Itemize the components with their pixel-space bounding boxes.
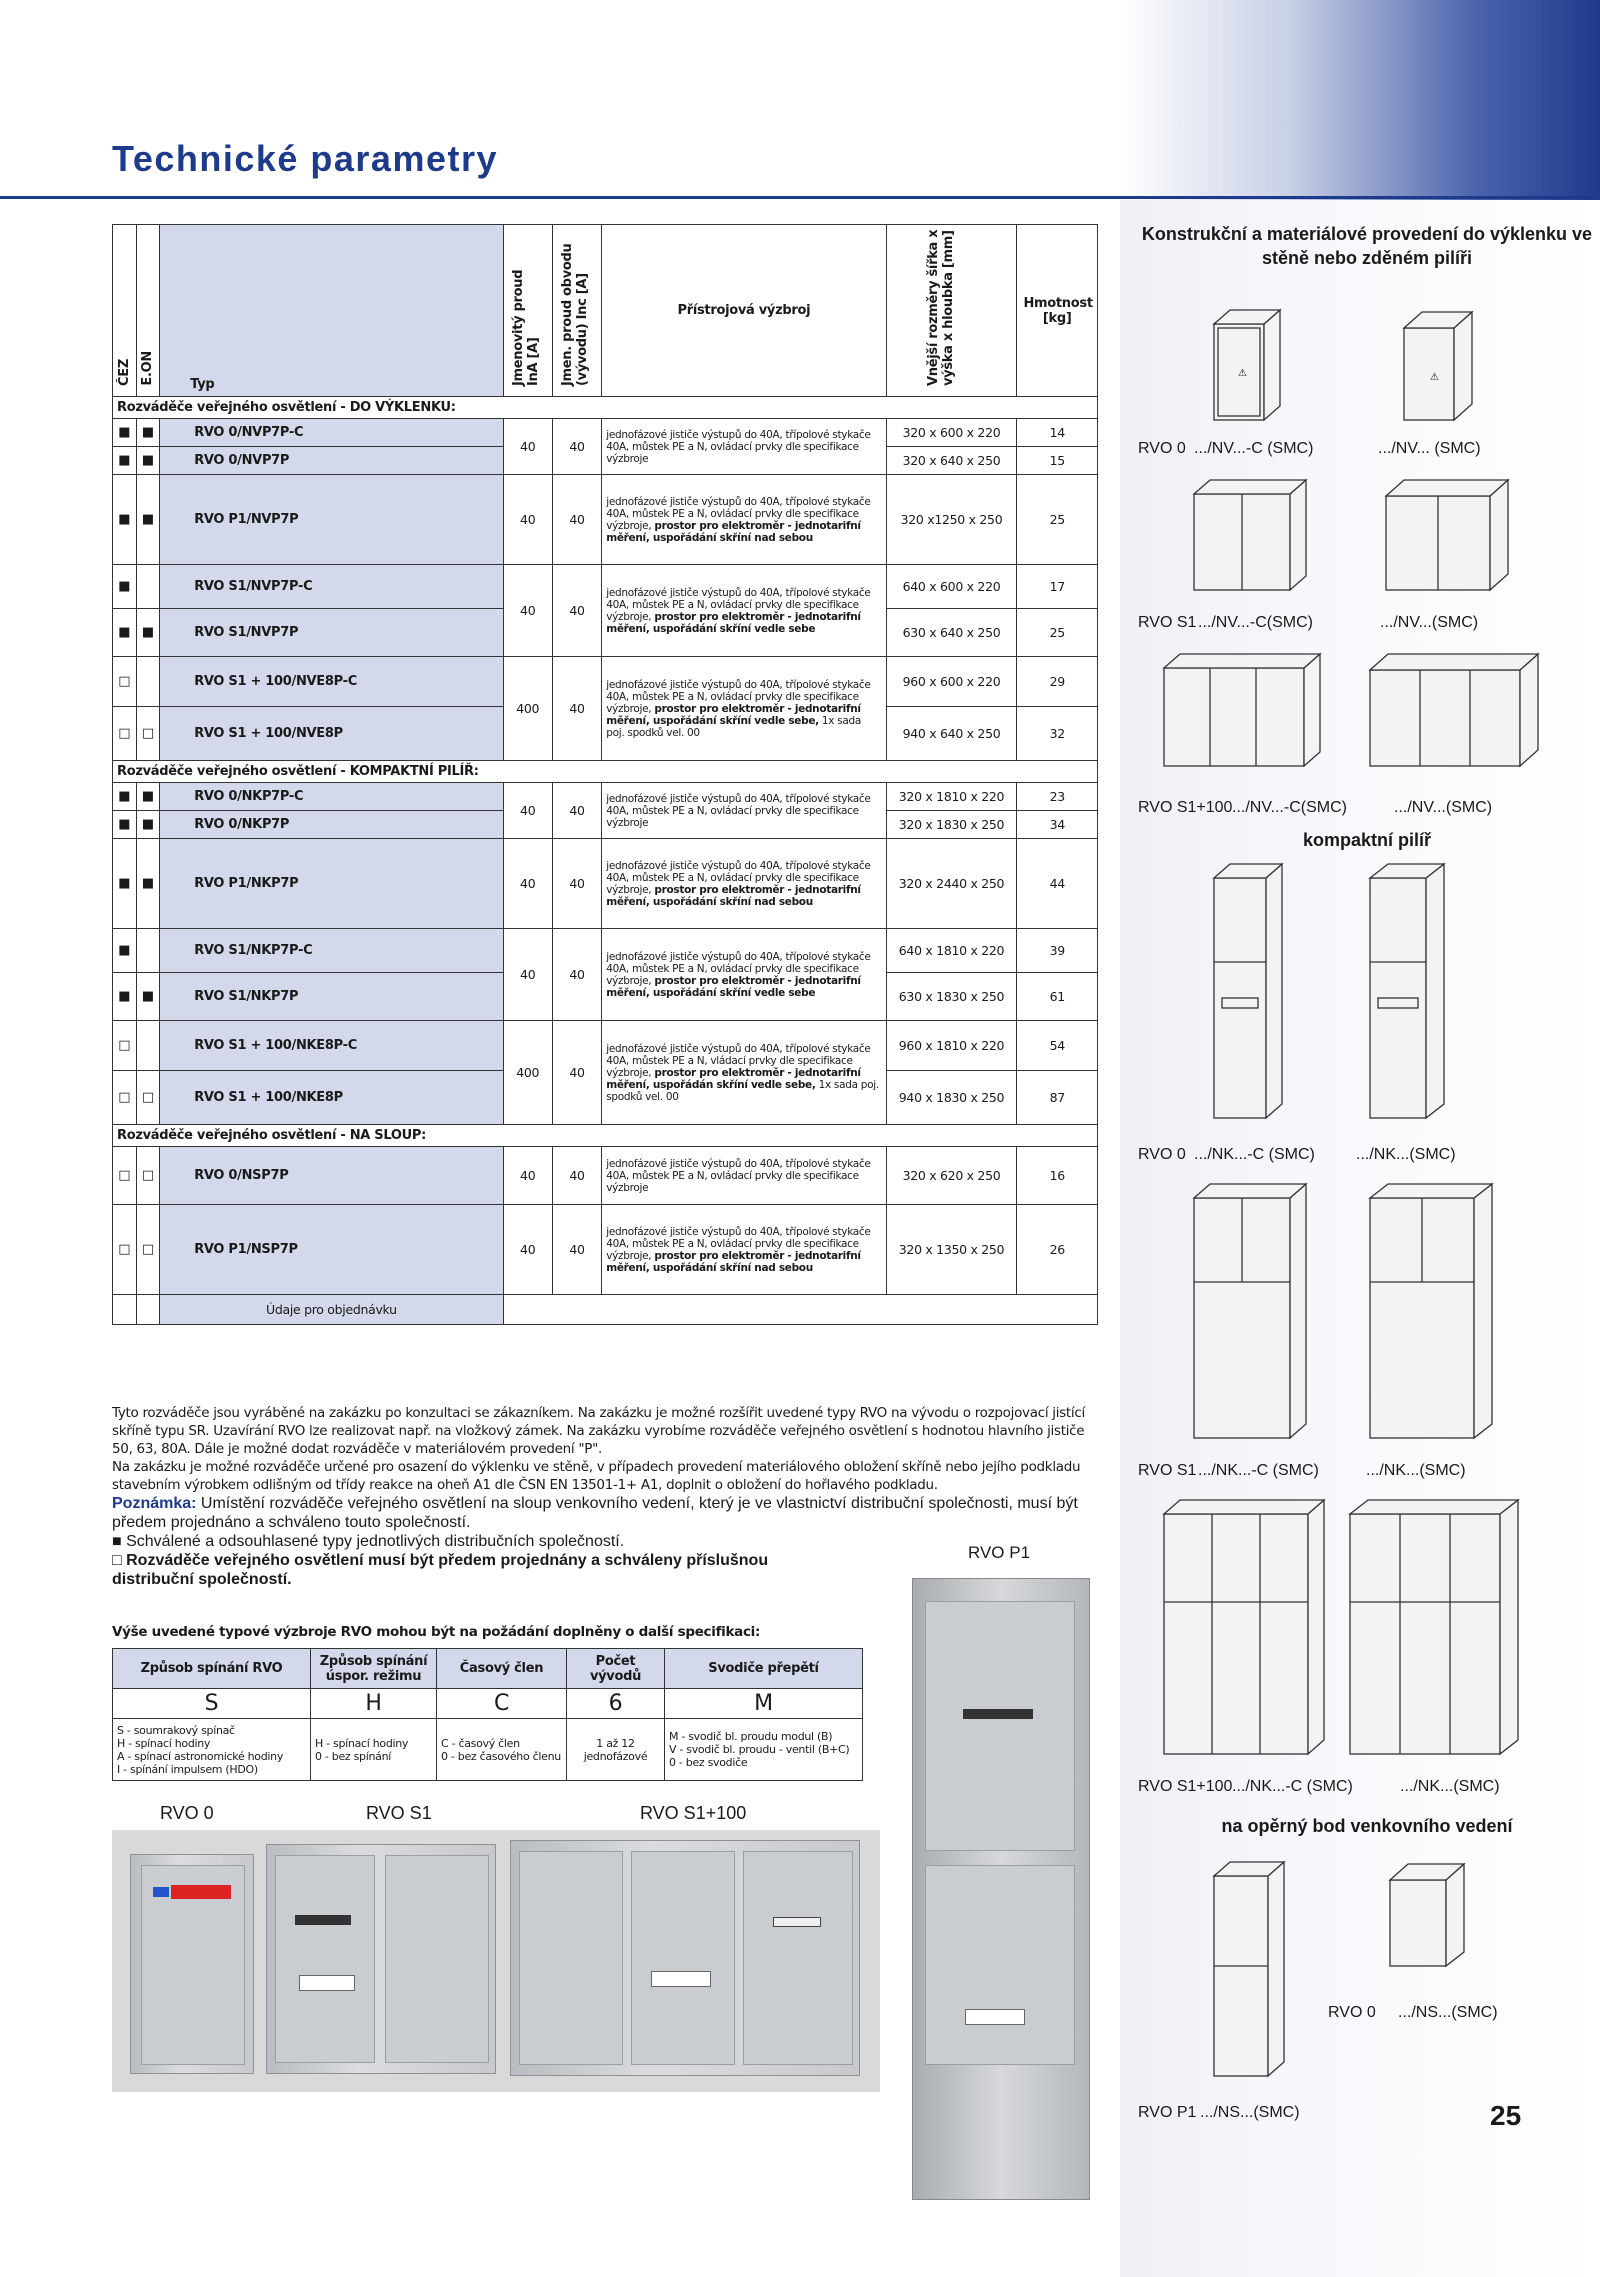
dim-cell: 960 x 1810 x 220 [886,1021,1017,1071]
cez-mark: □ [113,707,137,761]
option-header: Počet vývodů [567,1649,665,1689]
legend-filled: ■ Schválené a odsouhlasené typy jednotlivých distribučních společností. [112,1533,625,1550]
page-title: Technické parametry [112,138,499,179]
type-cell: RVO S1 + 100/NVE8P-C [160,657,503,707]
dim-cell: 320 x 1350 x 250 [886,1205,1017,1295]
table-row [113,1021,1098,1071]
inc-cell: 40 [552,929,601,1021]
title-rule [0,196,1600,199]
ina-cell: 40 [503,929,552,1021]
eon-mark [136,565,160,609]
dim-cell: 320 x 2440 x 250 [886,839,1017,929]
type-cell: RVO S1 + 100/NVE8P [160,707,503,761]
eon-mark: □ [136,1071,160,1125]
inc-cell: 40 [552,419,601,475]
drawing-rvos1-nk [1190,1178,1530,1450]
options-desc-row [113,1719,863,1781]
ina-cell: 40 [503,419,552,475]
weight-cell: 23 [1017,783,1098,811]
options-table [112,1648,863,1781]
eon-mark: □ [136,707,160,761]
eon-mark: ■ [136,783,160,811]
svg-text:⚠: ⚠ [1238,368,1247,379]
cez-mark: ■ [113,419,137,447]
dim-cell: 630 x 640 x 250 [886,609,1017,657]
equip-cell: jednofázové jističe výstupů do 40A, třípolové stykače 40A, můstek PE a N, ovládací prvky dle specifikace výzbroje [602,783,886,839]
option-code: C [437,1689,567,1719]
dim-cell: 940 x 1830 x 250 [886,1071,1017,1125]
type-cell: RVO P1/NSP7P [160,1205,503,1295]
header-jmen-obvod: Jmen. proud obvodu (vývodu) Inc [A] [552,225,601,397]
table-row [113,419,1098,447]
eon-mark: ■ [136,973,160,1021]
label-l8b: .../NS...(SMC) [1200,2104,1300,2121]
cez-mark: □ [113,1205,137,1295]
label-l4b: .../NK...-C (SMC) [1194,1146,1315,1163]
weight-cell: 25 [1017,609,1098,657]
weight-cell: 17 [1017,565,1098,609]
table-row [113,1147,1098,1205]
eon-mark: ■ [136,839,160,929]
cabinet-photo-strip [112,1830,880,2092]
cez-mark: ■ [113,565,137,609]
photo-label-rvo0: RVO 0 [160,1803,214,1823]
drawing-rvo-ns [1210,1856,1510,2096]
weight-cell: 39 [1017,929,1098,973]
cabinet-photo-rvop1 [912,1578,1090,2200]
dim-cell: 640 x 600 x 220 [886,565,1017,609]
label-l1b: .../NV...-C (SMC) [1194,440,1314,457]
ina-cell: 40 [503,1147,552,1205]
label-l6b: .../NK...-C (SMC) [1232,1778,1353,1795]
label-l5b: .../NK...-C (SMC) [1198,1462,1319,1479]
option-desc: 1 až 12 jednofázové [567,1719,665,1781]
label-l2b: .../NV...-C(SMC) [1198,614,1313,631]
type-cell: RVO S1/NKP7P-C [160,929,503,973]
label-l4c: .../NK...(SMC) [1356,1146,1456,1163]
option-desc: C - časový člen 0 - bez časového členu [437,1719,567,1781]
option-code: H [311,1689,437,1719]
cabinet-photo-rvos1 [266,1844,496,2074]
notes-block [112,1404,1102,1589]
options-code-row [113,1689,863,1719]
option-header: Způsob spínání RVO [113,1649,311,1689]
header-hmotnost: Hmotnost [kg] [1017,225,1098,397]
type-cell: RVO S1 + 100/NKE8P [160,1071,503,1125]
options-intro: Výše uvedené typové výzbroje RVO mohou být na požádání doplněny o další specifikaci: [112,1624,761,1640]
equip-cell: jednofázové jističe výstupů do 40A, třípolové stykače 40A, můstek PE a N, ovládací prvky dle specifikace výzbroje [602,1147,886,1205]
equip-cell: jednofázové jističe výstupů do 40A, třípolové stykače 40A, můstek PE a N, ovládací prvky dle specifikace výzbroje, prostor pro elektroměr - jednotarifní měření, uspořádání skříní vedle sebe, 1x sada poj. spodků vel. 00 [602,657,886,761]
options-header-row [113,1649,863,1689]
cez-mark: □ [113,1071,137,1125]
option-code: M [665,1689,863,1719]
table-row [113,839,1098,929]
label-l7a: RVO 0 [1328,2004,1376,2021]
photo-label-rvos1: RVO S1 [366,1803,432,1823]
label-l7b: .../NS...(SMC) [1398,2004,1498,2021]
cez-mark: □ [113,657,137,707]
eon-mark [136,657,160,707]
dim-cell: 940 x 640 x 250 [886,707,1017,761]
dim-cell: 320 x 1830 x 250 [886,811,1017,839]
section-title: Rozváděče veřejného osvětlení - NA SLOUP: [113,1125,1098,1147]
eon-mark [136,929,160,973]
type-cell: RVO 0/NVP7P-C [160,419,503,447]
option-header: Časový člen [437,1649,567,1689]
header-eon: E.ON [136,225,160,397]
cabinet-photo-rvo0 [130,1854,254,2074]
dim-cell: 320 x1250 x 250 [886,475,1017,565]
inc-cell: 40 [552,657,601,761]
label-l1c: .../NV... (SMC) [1378,440,1481,457]
header-cez: ČEZ [113,225,137,397]
ina-cell: 40 [503,783,552,839]
header-typ: Typ [160,225,503,397]
equip-cell: jednofázové jističe výstupů do 40A, třípolové stykače 40A, můstek PE a N, ovládací prvky dle specifikace výzbroje, prostor pro elektroměr - jednotarifní měření, uspořádání skříní vedle sebe [602,929,886,1021]
drawing-rvos1100-nv [1160,650,1560,774]
type-cell: RVO S1/NVP7P-C [160,565,503,609]
weight-cell: 32 [1017,707,1098,761]
inc-cell: 40 [552,1147,601,1205]
type-cell: RVO 0/NKP7P-C [160,783,503,811]
cez-mark: ■ [113,811,137,839]
cez-mark: □ [113,1021,137,1071]
label-l2c: .../NV...(SMC) [1380,614,1479,631]
label-l3a: RVO S1+100 [1138,799,1233,816]
right-heading-3: na opěrný bod venkovního vedení [1221,1816,1513,1836]
eon-mark: □ [136,1205,160,1295]
label-l6c: .../NK...(SMC) [1400,1778,1500,1795]
option-desc: M - svodič bl. proudu modul (B) V - svodič bl. proudu - ventil (B+C) 0 - bez svodiče [665,1719,863,1781]
header-vyzbroj: Přístrojová výzbroj [602,225,886,397]
cabinet-photo-rvos1100 [510,1840,860,2076]
weight-cell: 44 [1017,839,1098,929]
weight-cell: 61 [1017,973,1098,1021]
type-cell: RVO S1/NKP7P [160,973,503,1021]
cez-mark: ■ [113,475,137,565]
inc-cell: 40 [552,565,601,657]
eon-mark [136,1021,160,1071]
section-row [113,397,1098,419]
rvo-p1-photo-label: RVO P1 [968,1543,1031,1562]
eon-mark: ■ [136,811,160,839]
equip-cell: jednofázové jističe výstupů do 40A, třípolové stykače 40A, můstek PE a N, ovládací prvky dle specifikace výzbroje, prostor pro elektroměr - jednotarifní měření, uspořádání skříní vedle sebe [602,565,886,657]
option-desc: S - soumrakový spínač H - spínací hodiny A - spínací astronomické hodiny I - spínání impulsem (HDO) [113,1719,311,1781]
cez-mark: □ [113,1147,137,1205]
eon-mark: ■ [136,609,160,657]
spec-table [112,224,1098,1325]
option-desc: H - spínací hodiny 0 - bez spínání [311,1719,437,1781]
ina-cell: 400 [503,1021,552,1125]
note-paragraph-2: Na zakázku je možné rozváděče určené pro osazení do výklenku ve stěně, v případech provedení materiálového obložení skříně nebo jejího podkladu stavebním výrobkem odlišným od třídy reakce na oheň A1 dle ČSN EN 13501-1+ A1, doplnit o obložení do hořlavého podkladu. [112,1459,1081,1493]
label-l6a: RVO S1+100 [1138,1778,1233,1795]
option-code: 6 [567,1689,665,1719]
inc-cell: 40 [552,1021,601,1125]
label-l3b: .../NV...-C(SMC) [1232,799,1347,816]
label-l1a: RVO 0 [1138,440,1186,457]
weight-cell: 15 [1017,447,1098,475]
type-cell: RVO 0/NKP7P [160,811,503,839]
svg-text:⚠: ⚠ [1430,372,1439,383]
order-note-row [113,1295,1098,1325]
drawing-rvos1100-nk [1160,1492,1560,1772]
option-header: Svodiče přepětí [665,1649,863,1689]
ina-cell: 40 [503,1205,552,1295]
dim-cell: 960 x 600 x 220 [886,657,1017,707]
type-cell: RVO S1 + 100/NKE8P-C [160,1021,503,1071]
header-rozmery: Vnější rozměry šířka x výška x hloubka [mm] [886,225,1017,397]
type-cell: RVO 0/NVP7P [160,447,503,475]
table-row [113,783,1098,811]
dim-cell: 320 x 620 x 250 [886,1147,1017,1205]
equip-cell: jednofázové jističe výstupů do 40A, třípolové stykače 40A, můstek PE a N, vládací prvky dle specifikace výzbroje, prostor pro elektroměr - jednotarifní měření, uspořádán skříní vedle sebe, 1x sada poj. spodků vel. 00 [602,1021,886,1125]
right-heading-1: Konstrukční a materiálové provedení do výklenku ve stěně nebo zděném pilíři [1141,224,1593,268]
dim-cell: 640 x 1810 x 220 [886,929,1017,973]
dim-cell: 320 x 640 x 250 [886,447,1017,475]
type-cell: RVO 0/NSP7P [160,1147,503,1205]
note-paragraph-1: Tyto rozváděče jsou vyráběné na zakázku po konzultaci se zákazníkem. Na zakázku je možné rozšířit uvedené typy RVO na vývodu o rozpojovací jistící skříně typu SR. Uzavírání RVO lze realizovat např. na vložkový zámek. Na zakázku vyrobíme rozváděče veřejného osvětlení s hodnotou hlavního jističe 50, 63, 80A. Dále je možné dodat rozváděče v materiálovém provedení "P". [112,1405,1085,1457]
equip-cell: jednofázové jističe výstupů do 40A, třípolové stykače 40A, můstek PE a N, ovládací prvky dle specifikace výzbroje [602,419,886,475]
cez-mark: ■ [113,929,137,973]
section-title: Rozváděče veřejného osvětlení - DO VÝKLENKU: [113,397,1098,419]
option-code: S [113,1689,311,1719]
label-l5c: .../NK...(SMC) [1366,1462,1466,1479]
eon-mark: ■ [136,475,160,565]
label-l2a: RVO S1 [1138,614,1197,631]
table-row [113,657,1098,707]
ina-cell: 40 [503,839,552,929]
order-note: Údaje pro objednávku [160,1295,503,1325]
poznamka: Poznámka: Umístění rozváděče veřejného osvětlení na sloup venkovního vedení, který je ve vlastnictví distribuční společnosti, musí být předem projednáno a schváleno touto společností. [112,1495,1078,1531]
eon-mark: ■ [136,419,160,447]
right-heading-2: kompaktní pilíř [1302,830,1432,850]
ina-cell: 40 [503,565,552,657]
type-cell: RVO P1/NVP7P [160,475,503,565]
label-l4a: RVO 0 [1138,1146,1186,1163]
label-l5a: RVO S1 [1138,1462,1197,1479]
ina-cell: 40 [503,475,552,565]
equip-cell: jednofázové jističe výstupů do 40A, třípolové stykače 40A, můstek PE a N, ovládací prvky dle specifikace výzbroje, prostor pro elektroměr - jednotarifní měření, uspořádání skříní nad sebou [602,839,886,929]
table-row [113,475,1098,565]
weight-cell: 14 [1017,419,1098,447]
dim-cell: 320 x 1810 x 220 [886,783,1017,811]
weight-cell: 26 [1017,1205,1098,1295]
drawing-rvo0-nk [1210,858,1510,1128]
label-l8a: RVO P1 [1138,2104,1197,2121]
weight-cell: 16 [1017,1147,1098,1205]
cez-mark: ■ [113,839,137,929]
weight-cell: 34 [1017,811,1098,839]
weight-cell: 87 [1017,1071,1098,1125]
equip-cell: jednofázové jističe výstupů do 40A, třípolové stykače 40A, můstek PE a N, ovládací prvky dle specifikace výzbroje, prostor pro elektroměr - jednotarifní měření, uspořádání skříní nad sebou [602,1205,886,1295]
weight-cell: 54 [1017,1021,1098,1071]
header-jmen-proud: Jmenovitý proud InA [A] [503,225,552,397]
equip-cell: jednofázové jističe výstupů do 40A, třípolové stykače 40A, můstek PE a N, ovládací prvky dle specifikace výzbroje, prostor pro elektroměr - jednotarifní měření, uspořádání skříní nad sebou [602,475,886,565]
corner-gradient-block [1120,0,1600,200]
table-row [113,929,1098,973]
section-title: Rozváděče veřejného osvětlení - KOMPAKTNÍ PILÍŘ: [113,761,1098,783]
header-row [113,225,1098,397]
section-row [113,761,1098,783]
inc-cell: 40 [552,475,601,565]
dim-cell: 630 x 1830 x 250 [886,973,1017,1021]
type-cell: RVO S1/NVP7P [160,609,503,657]
drawing-rvo0-nv [1210,304,1530,428]
ina-cell: 400 [503,657,552,761]
cez-mark: ■ [113,447,137,475]
section-row [113,1125,1098,1147]
inc-cell: 40 [552,783,601,839]
page-number: 25 [1490,2100,1522,2131]
photo-label-rvos1100: RVO S1+100 [640,1803,747,1823]
inc-cell: 40 [552,1205,601,1295]
drawing-rvos1-nv [1190,476,1530,598]
eon-mark: ■ [136,447,160,475]
cez-mark: ■ [113,609,137,657]
cez-mark: ■ [113,783,137,811]
table-row [113,565,1098,609]
inc-cell: 40 [552,839,601,929]
cez-mark: ■ [113,973,137,1021]
table-row [113,1205,1098,1295]
label-l3c: .../NV...(SMC) [1394,799,1493,816]
option-header: Způsob spínání úspor. režimu [311,1649,437,1689]
dim-cell: 320 x 600 x 220 [886,419,1017,447]
legend-empty: □ Rozváděče veřejného osvětlení musí být předem projednány a schváleny příslušnou distribuční společností. [112,1552,769,1588]
eon-mark: □ [136,1147,160,1205]
type-cell: RVO P1/NKP7P [160,839,503,929]
weight-cell: 25 [1017,475,1098,565]
weight-cell: 29 [1017,657,1098,707]
